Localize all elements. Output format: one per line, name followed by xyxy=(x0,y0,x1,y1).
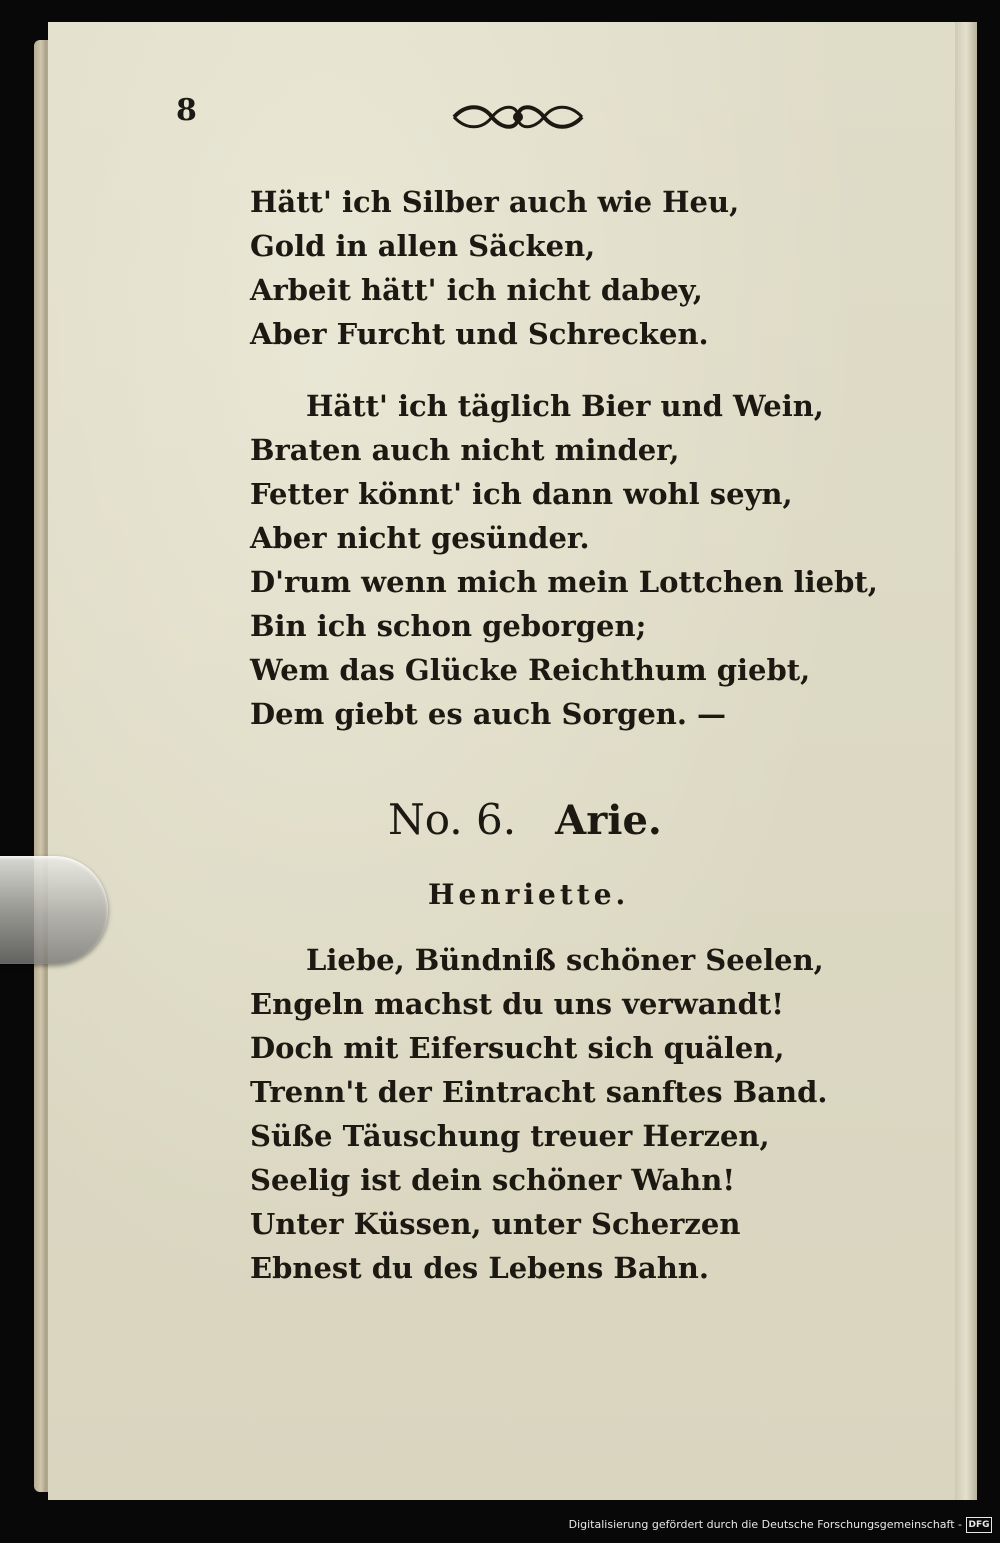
footer-bar xyxy=(0,1503,1000,1543)
verse-line: Unter Küssen, unter Scherzen xyxy=(250,1207,741,1241)
verse-line: Bin ich schon geborgen; xyxy=(250,609,647,643)
verse-line: Trenn't der Eintracht sanftes Band. xyxy=(250,1075,828,1109)
stanza-3 xyxy=(250,938,827,1290)
verse-line: Aber nicht gesünder. xyxy=(250,521,590,555)
verse-line: Engeln machst du uns verwandt! xyxy=(250,987,785,1021)
dfg-logo-icon: DFG xyxy=(966,1517,992,1533)
page-gutter xyxy=(955,22,977,1500)
verse-line: Süße Täuschung treuer Herzen, xyxy=(250,1119,770,1153)
scanner-clip xyxy=(0,856,108,964)
page-number: 8 xyxy=(176,93,197,128)
verse-line: Gold in allen Säcken, xyxy=(250,229,596,263)
funding-credit: Digitalisierung gefördert durch die Deutsche Forschungsgemeinschaft - xyxy=(568,1518,962,1531)
verse-line: Hätt' ich täglich Bier und Wein, xyxy=(306,389,824,423)
verse-line: Liebe, Bündniß schöner Seelen, xyxy=(306,943,824,977)
verse-line: D'rum wenn mich mein Lottchen liebt, xyxy=(250,565,878,599)
verse-line: Arbeit hätt' ich nicht dabey, xyxy=(250,273,703,307)
verse-line: Fetter könnt' ich dann wohl seyn, xyxy=(250,477,793,511)
stanza-1 xyxy=(250,180,739,356)
verse-line: Braten auch nicht minder, xyxy=(250,433,680,467)
section-heading xyxy=(388,795,662,844)
verse-line: Aber Furcht und Schrecken. xyxy=(250,317,709,351)
verse-line: Dem giebt es auch Sorgen. — xyxy=(250,697,727,731)
stanza-2 xyxy=(250,384,878,736)
verse-line: Seelig ist dein schöner Wahn! xyxy=(250,1163,736,1197)
verse-line: Hätt' ich Silber auch wie Heu, xyxy=(250,185,740,219)
header-ornament-icon xyxy=(448,100,588,134)
section-title: Arie. xyxy=(555,797,662,844)
verse-line: Ebnest du des Lebens Bahn. xyxy=(250,1251,709,1285)
verse-line: Doch mit Eifersucht sich quälen, xyxy=(250,1031,785,1065)
character-name: Henriette. xyxy=(428,878,630,911)
section-number: No. 6. xyxy=(388,795,517,844)
verse-line: Wem das Glücke Reichthum giebt, xyxy=(250,653,811,687)
